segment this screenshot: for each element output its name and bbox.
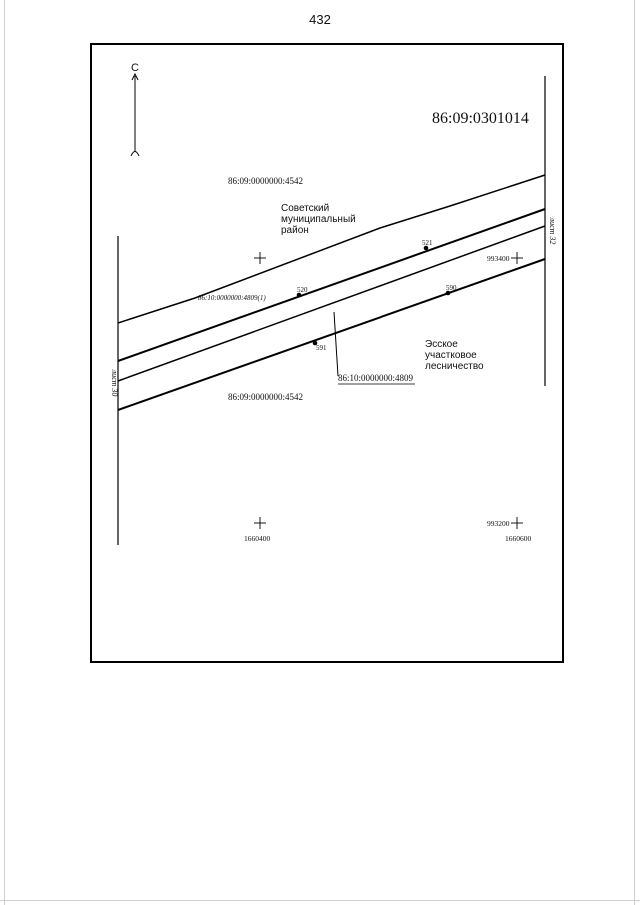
grid-cross-bottom-left-icon (254, 517, 266, 529)
north-arrow-icon (131, 74, 139, 156)
sheet-label-left: лист 30 (110, 369, 119, 397)
point-590-label: 590 (446, 284, 457, 292)
quarter-number: 86:09:0301014 (432, 110, 529, 127)
grid-y-top-label: 993400 (487, 254, 510, 263)
point-520-label: 520 (297, 286, 308, 294)
grid-y-bottom-label: 993200 (487, 519, 510, 528)
grid-x-left-label: 1660400 (244, 534, 271, 543)
corridor-label-italic: 86:10:0000000:4809(1) (198, 294, 266, 302)
forestry-label-line-3: лесничество (425, 361, 484, 372)
map-frame (91, 44, 563, 662)
north-label: С (131, 62, 139, 74)
corridor-line-1 (118, 209, 545, 361)
region-label-line-3: район (281, 225, 309, 236)
sheet-label-right: лист 32 (548, 217, 557, 245)
corridor-line-3 (118, 259, 545, 410)
parcel-label-top: 86:09:0000000:4542 (228, 176, 304, 186)
corridor-label: 86:10:0000000:4809 (338, 373, 414, 383)
grid-cross-bottom-right-icon (511, 517, 523, 529)
point-521-label: 521 (422, 239, 433, 247)
grid-cross-top-left-icon (254, 252, 266, 264)
parcel-label-bottom: 86:09:0000000:4542 (228, 392, 304, 402)
leader-line (334, 312, 338, 376)
grid-x-right-label: 1660600 (505, 534, 532, 543)
point-591-label: 591 (316, 344, 327, 352)
corridor-line-2 (118, 226, 545, 381)
forestry-label-line-2: участковое (425, 350, 477, 361)
page-number: 432 (309, 12, 331, 27)
region-label-line-1: Советский (281, 203, 330, 214)
forestry-label-line-1: Эсское (425, 339, 458, 350)
region-label-line-2: муниципальный (281, 214, 356, 225)
grid-cross-top-right-icon (511, 252, 523, 264)
